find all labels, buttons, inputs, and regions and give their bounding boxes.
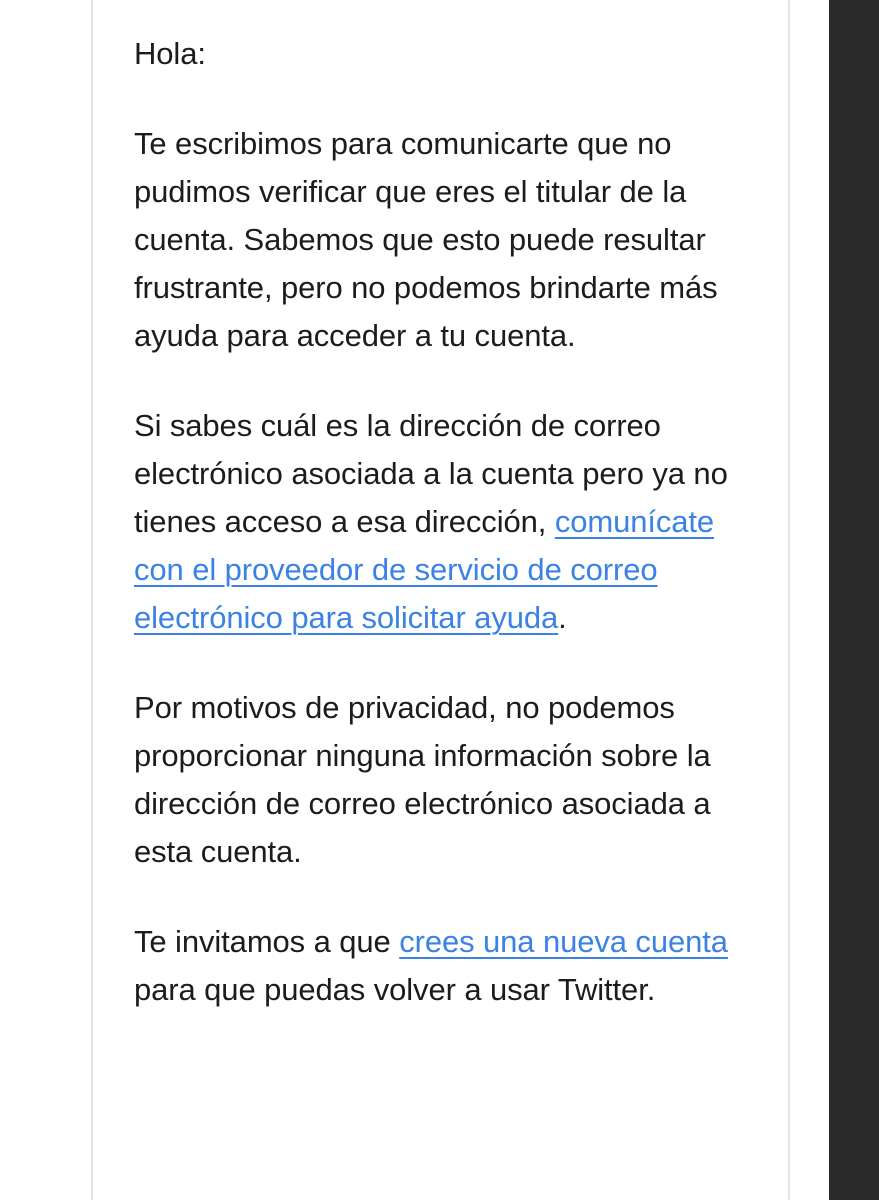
greeting: Hola: xyxy=(134,36,206,71)
paragraph-email-provider-text: Si sabes cuál es la dirección de correo electrónico asociada a la cuenta pero ya no tienes acceso a esa dirección, xyxy=(134,408,728,539)
create-new-account-link[interactable]: crees una nueva cuenta xyxy=(399,924,728,959)
email-body xyxy=(134,30,754,1056)
paragraph-email-provider xyxy=(134,402,754,642)
card-border-right xyxy=(788,0,790,1200)
left-margin xyxy=(0,0,91,1200)
paragraph-new-account xyxy=(134,918,754,1014)
paragraph-email-provider-end: . xyxy=(558,600,567,635)
contact-email-provider-link[interactable]: comunícate con el proveedor de servicio de correo electrónico para solicitar ayuda xyxy=(134,504,715,635)
paragraph-new-account-text: Te invitamos a que xyxy=(134,924,400,959)
paragraph-privacy: Por motivos de privacidad, no podemos proporcionar ninguna información sobre la dirección de correo electrónico asociada a esta cuenta. xyxy=(134,690,711,869)
paragraph-new-account-end: para que puedas volver a usar Twitter. xyxy=(134,972,656,1007)
paragraph-unverified-owner: Te escribimos para comunicarte que no pudimos verificar que eres el titular de la cuenta. Sabemos que esto puede resultar frustrante, pero no podemos brindarte más ayuda para acceder a tu cuenta. xyxy=(134,126,718,353)
right-dark-panel xyxy=(829,0,879,1200)
